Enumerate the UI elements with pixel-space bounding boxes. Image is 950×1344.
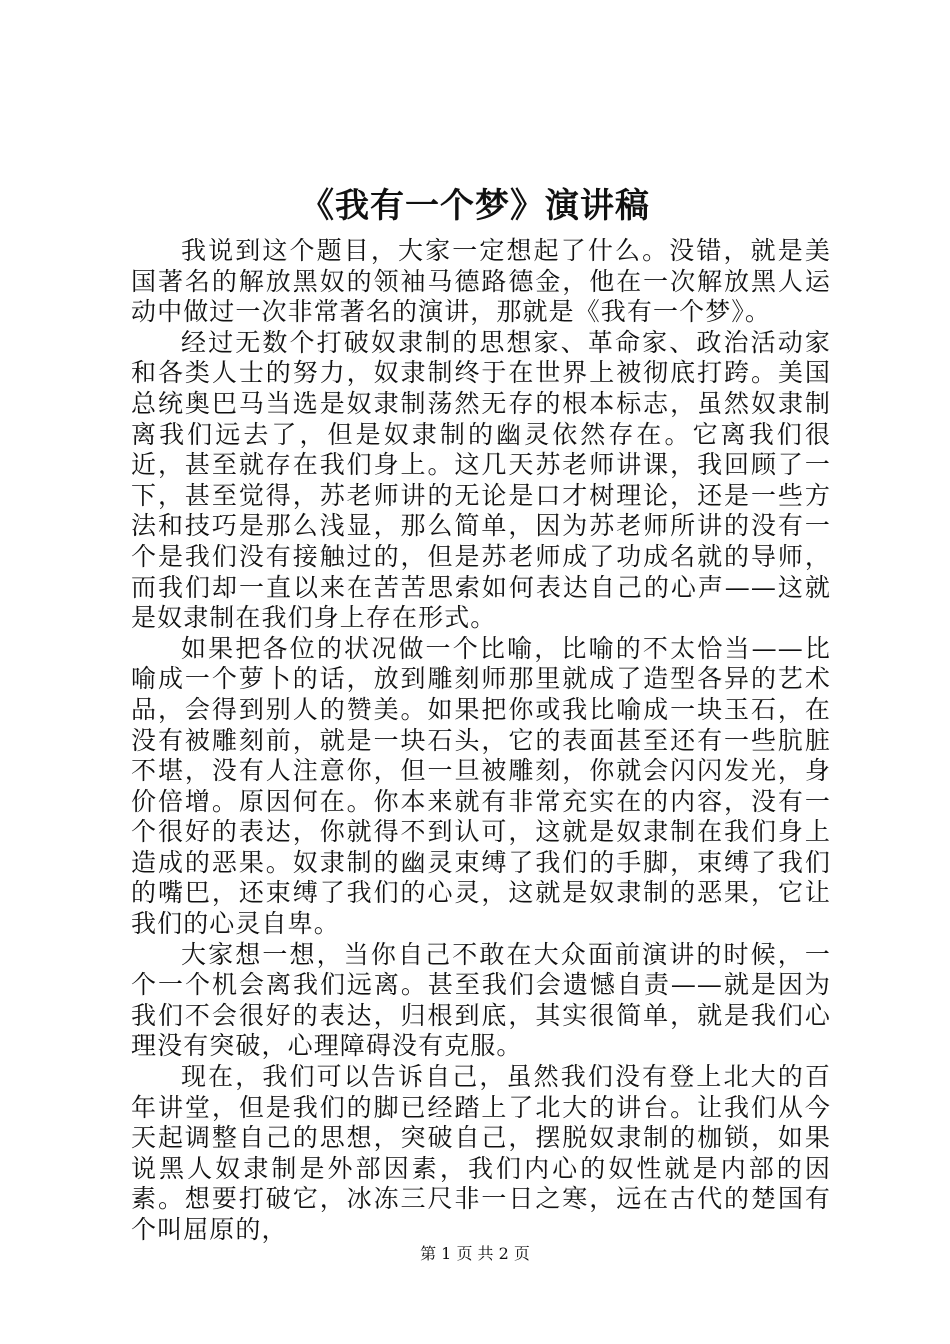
paragraph: 现在，我们可以告诉自己，虽然我们没有登上北大的百年讲堂，但是我们的脚已经踏上了北大的讲台。让我们从今天起调整自己的思想，突破自己，摆脱奴隶制的枷锁，如果说黑人奴隶制是外部因素，我们内心的奴性就是内部的因素。想要打破它，冰冻三尺非一日之寒，远在古代的楚国有个叫屈原的， bbox=[131, 1062, 831, 1244]
paragraph: 经过无数个打破奴隶制的思想家、革命家、政治活动家和各类人士的努力，奴隶制终于在世界上被彻底打跨。美国总统奥巴马当选是奴隶制荡然无存的根本标志，虽然奴隶制离我们远去了，但是奴隶制的幽灵依然存在。它离我们很近，甚至就存在我们身上。这几天苏老师讲课，我回顾了一下，甚至觉得，苏老师讲的无论是口才树理论，还是一些方法和技巧是那么浅显，那么简单，因为苏老师所讲的没有一个是我们没有接触过的，但是苏老师成了功成名就的导师，而我们却一直以来在苦苦思索如何表达自己的心声——这就是奴隶制在我们身上存在形式。 bbox=[131, 327, 831, 633]
page-footer: 第 1 页 共 2 页 bbox=[420, 1244, 530, 1263]
page-title: 《我有一个梦》演讲稿 bbox=[300, 186, 650, 226]
document-body bbox=[131, 236, 831, 1246]
paragraph: 大家想一想，当你自己不敢在大众面前演讲的时候，一个一个机会离我们远离。甚至我们会遗憾自责——就是因为我们不会很好的表达，归根到底，其实很简单，就是我们心理没有突破，心理障碍没有克服。 bbox=[131, 939, 831, 1061]
paragraph: 我说到这个题目，大家一定想起了什么。没错，就是美国著名的解放黑奴的领袖马德路德金，他在一次解放黑人运动中做过一次非常著名的演讲，那就是《我有一个梦》。 bbox=[131, 236, 831, 327]
paragraph: 如果把各位的状况做一个比喻，比喻的不太恰当——比喻成一个萝卜的话，放到雕刻师那里就成了造型各异的艺术品，会得到别人的赞美。如果把你或我比喻成一块玉石，在没有被雕刻前，就是一块石头，它的表面甚至还有一些肮脏不堪，没有人注意你，但一旦被雕刻，你就会闪闪发光，身价倍增。原因何在。你本来就有非常充实在的内容，没有一个很好的表达，你就得不到认可，这就是奴隶制在我们身上造成的恶果。奴隶制的幽灵束缚了我们的手脚，束缚了我们的嘴巴，还束缚了我们的心灵，这就是奴隶制的恶果，它让我们的心灵自卑。 bbox=[131, 633, 831, 939]
